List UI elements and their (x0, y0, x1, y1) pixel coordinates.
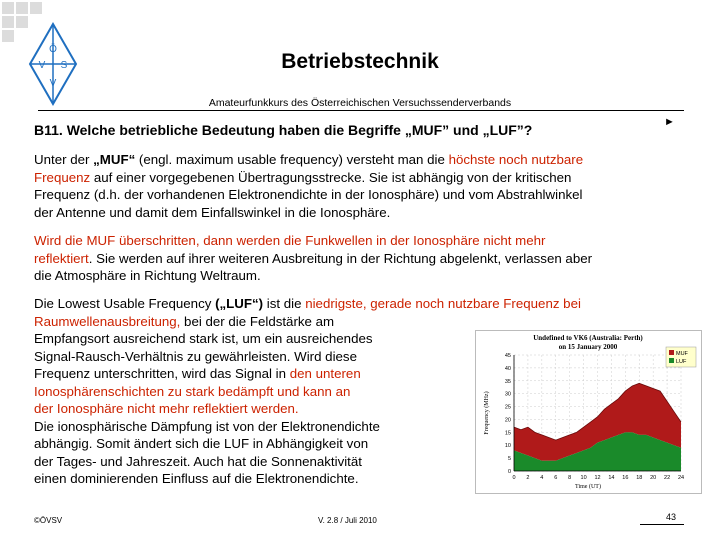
legend-label-muf: MUF (676, 351, 688, 357)
chart-subtitle: on 15 January 2000 (558, 343, 618, 351)
decor-square (2, 30, 14, 42)
text-line: Wird die MUF überschritten, dann werden die Funkwellen in der Ionosphäre nicht mehr (34, 233, 546, 248)
text-span: ist die (263, 296, 306, 311)
x-tick-label: 0 (512, 475, 516, 481)
text-span: . Sie werden auf ihrer weiteren Ausbreitung in der Richtung abgelenkt, verlassen aber (88, 250, 593, 266)
decor-square (16, 16, 28, 28)
text-line: der Antenne und damit dem Einfallswinkel in die Ionosphäre. (34, 204, 391, 220)
x-tick-label: 14 (608, 475, 615, 481)
y-axis-label: Frequency (MHz) (484, 391, 490, 435)
y-tick-label: 0 (507, 469, 511, 475)
chart-title: Undefined to VK6 (Australia: Perth) (533, 334, 643, 342)
text-span: bei der die Feldstärke am (180, 313, 335, 329)
highlight-text: Raumwellenausbreitung, (34, 313, 181, 329)
highlight-text: den unteren (289, 366, 361, 381)
x-tick-label: 2 (526, 475, 530, 481)
highlight-text: Frequenz (34, 169, 91, 185)
text-line: Die ionosphärische Dämpfung ist von der Elektronendichte (34, 418, 380, 434)
x-tick-label: 4 (540, 475, 544, 481)
next-arrow-icon[interactable]: ► (664, 116, 675, 128)
x-tick-label: 20 (650, 475, 657, 481)
page-number: 43 (666, 512, 677, 522)
logo-letter: V (38, 60, 46, 71)
text-span: Unter der (34, 152, 94, 167)
y-tick-label: 20 (504, 417, 511, 424)
text-line: der Ionosphäre nicht mehr reflektiert werden. (34, 401, 299, 416)
highlight-text: niedrigste, gerade noch nutzbare Frequenz bei (305, 296, 581, 311)
text-line: Empfangsort ausreichend stark ist, um ein ausreichendes (34, 331, 373, 346)
text-line: einen dominierenden Einfluss auf die Elektronendichte. (34, 471, 359, 486)
text-span: (engl. maximum usable frequency) versteht man die (135, 152, 449, 167)
paragraph-muf (34, 151, 674, 221)
legend-swatch-muf (669, 350, 674, 355)
text-line: Frequenz (d.h. der vorhandenen Elektronendichte in der Ionosphäre) und vom Abstrahlwinkel (34, 187, 583, 202)
y-tick-label: 10 (504, 443, 511, 450)
y-tick-label: 15 (504, 430, 511, 437)
y-tick-label: 5 (507, 456, 511, 463)
x-tick-label: 18 (636, 475, 643, 481)
text-span: Die Lowest Usable Frequency (34, 296, 216, 311)
text-line: der Tages- und Jahreszeit. Auch hat die Sonnenaktivität (34, 453, 362, 469)
text-line: abhängig. Somit ändert sich die LUF in Abhängigkeit von (34, 436, 369, 451)
muf-term: „MUF“ (93, 152, 136, 167)
logo-letter: V (49, 78, 57, 89)
question-heading: B11. Welche betriebliche Bedeutung haben die Begriffe „MUF” und „LUF”? (34, 122, 533, 138)
legend-label-luf: LUF (676, 359, 687, 365)
y-tick-label: 40 (504, 365, 511, 372)
decor-square (2, 2, 14, 14)
x-tick-label: 6 (554, 475, 558, 481)
footer-divider (640, 524, 684, 525)
x-tick-label: 12 (594, 475, 601, 481)
x-tick-label: 16 (622, 475, 629, 481)
y-tick-label: 35 (504, 378, 511, 385)
y-tick-label: 25 (504, 404, 511, 411)
decor-square (2, 16, 14, 28)
text-line: Ionosphärenschichten zu stark bedämpft und kann an (34, 383, 351, 399)
highlight-text: reflektiert (34, 250, 89, 266)
x-tick-label: 8 (568, 475, 572, 481)
page-subtitle: Amateurfunkkurs des Österreichischen Versuchssenderverbands (208, 97, 512, 109)
x-axis-label: Time (UT) (575, 484, 601, 490)
decor-square (30, 2, 42, 14)
text-line (34, 295, 674, 313)
text-span: auf einer vorgegebenen Übertragungsstrecke. Sie ist abhängig von der kritischen (90, 169, 572, 185)
text-line (34, 151, 674, 169)
legend-swatch-luf (669, 358, 674, 363)
logo-letter: Ö (49, 44, 57, 55)
luf-term: („LUF“) (215, 296, 264, 311)
chart-svg (476, 331, 701, 493)
paragraph-muf-exceeded (34, 232, 674, 285)
decor-square (16, 2, 28, 14)
logo-letter: S (60, 60, 68, 71)
page-title: Betriebstechnik (281, 50, 439, 73)
text-span: Frequenz unterschritten, wird das Signal in (34, 366, 290, 381)
y-tick-label: 30 (504, 391, 511, 398)
x-tick-label: 10 (580, 475, 587, 481)
text-line (34, 250, 674, 268)
text-line (34, 313, 674, 331)
text-line: Signal-Rausch-Verhältnis zu gewährleisten. Wird diese (34, 348, 357, 364)
highlight-text: höchste noch nutzbare (448, 152, 584, 167)
footer-copyright: ©ÖVSV (34, 516, 63, 525)
text-line: die Atmosphäre in Richtung Weltraum. (34, 268, 261, 283)
header-divider (38, 110, 684, 111)
y-tick-label: 45 (504, 353, 511, 359)
muf-luf-chart (475, 330, 702, 494)
text-line (34, 169, 674, 187)
x-tick-label: 22 (664, 475, 671, 481)
footer-version: V. 2.8 / Juli 2010 (318, 516, 377, 525)
x-tick-label: 24 (677, 475, 685, 481)
